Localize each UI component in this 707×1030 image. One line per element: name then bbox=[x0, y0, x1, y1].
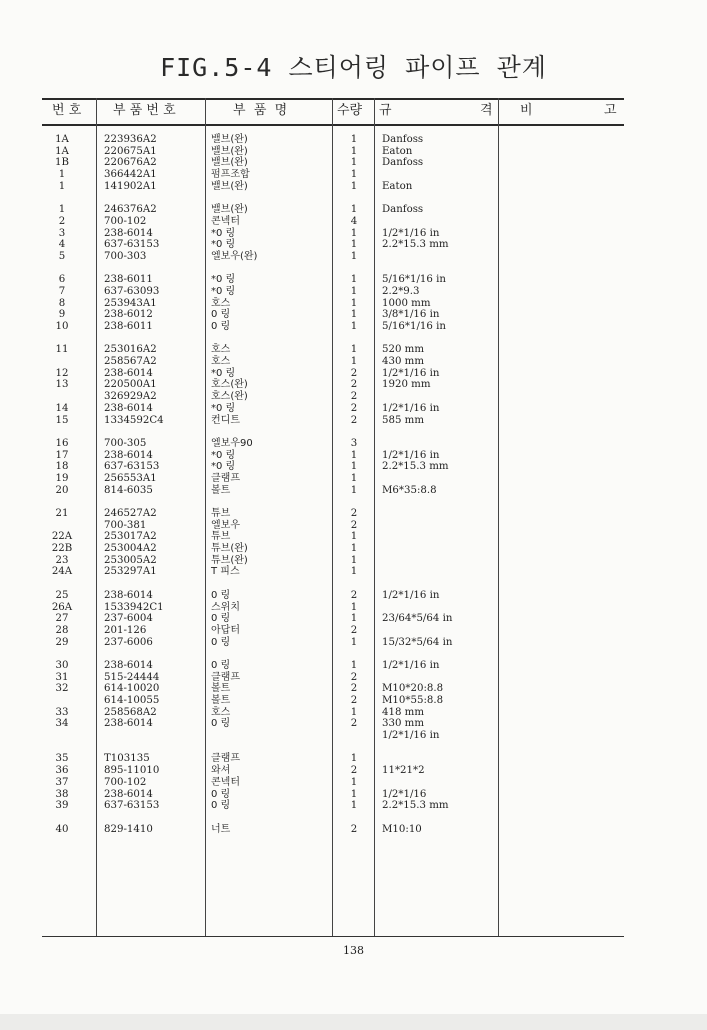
table-row bbox=[0, 707, 707, 719]
table-row bbox=[0, 239, 707, 251]
item-number: 14 bbox=[55, 402, 69, 414]
part-number: 895-11010 bbox=[104, 765, 160, 777]
part-name: 콘넥터 bbox=[211, 215, 240, 227]
part-name: 0 링 bbox=[211, 788, 231, 800]
part-name: 컨디트 bbox=[211, 414, 240, 426]
quantity: 2 bbox=[350, 519, 358, 531]
table-row bbox=[0, 789, 707, 801]
table-row bbox=[0, 169, 707, 181]
item-number: 24A bbox=[51, 566, 73, 578]
item-number: 19 bbox=[55, 472, 69, 484]
part-number: 238-6014 bbox=[104, 589, 153, 601]
quantity: 1 bbox=[350, 309, 358, 321]
part-number: 220676A2 bbox=[104, 157, 157, 169]
specification: 5/16*1/16 in bbox=[382, 321, 446, 332]
part-name: 스위치 bbox=[211, 601, 240, 613]
quantity: 1 bbox=[350, 449, 358, 461]
part-number: 253016A2 bbox=[104, 344, 157, 356]
specification: 2.2*15.3 mm bbox=[382, 239, 449, 251]
item-number: 35 bbox=[55, 753, 69, 765]
part-number: 253297A1 bbox=[104, 566, 157, 578]
quantity: 1 bbox=[350, 776, 358, 788]
item-number: 3 bbox=[58, 227, 66, 239]
header-part-no: 부 품 번 호 bbox=[113, 103, 176, 118]
table-row bbox=[0, 298, 707, 310]
quantity: 1 bbox=[350, 344, 358, 356]
quantity: 1 bbox=[350, 531, 358, 543]
quantity: 2 bbox=[350, 718, 358, 730]
part-number: 238-6011 bbox=[104, 321, 153, 332]
table-row bbox=[0, 765, 707, 777]
header-bottom-rule bbox=[42, 124, 624, 126]
part-name: 밸브(완) bbox=[211, 157, 248, 169]
table-row bbox=[0, 555, 707, 567]
quantity: 1 bbox=[350, 285, 358, 297]
item-number: 40 bbox=[55, 823, 69, 835]
item-number: 26A bbox=[51, 601, 73, 613]
header-part-name: 부 품 명 bbox=[233, 103, 288, 118]
table-row bbox=[0, 146, 707, 158]
quantity: 2 bbox=[350, 402, 358, 414]
table-row bbox=[0, 695, 707, 707]
specification: Eaton bbox=[382, 180, 413, 192]
part-name: 엘보우 bbox=[211, 519, 240, 531]
item-number: 36 bbox=[55, 765, 69, 777]
item-number: 39 bbox=[55, 800, 69, 812]
quantity: 1 bbox=[350, 157, 358, 169]
table-row bbox=[0, 800, 707, 812]
part-number: 366442A1 bbox=[104, 169, 157, 181]
table-row bbox=[0, 625, 707, 637]
table-row bbox=[0, 321, 707, 333]
table-row bbox=[0, 368, 707, 380]
part-name: 호스(완) bbox=[211, 379, 248, 391]
page-title: FIG.5-4 스티어링 파이프 관계 bbox=[160, 53, 547, 82]
item-number: 29 bbox=[55, 636, 69, 648]
item-number: 15 bbox=[55, 414, 69, 426]
part-name: 볼트 bbox=[211, 695, 231, 706]
table-row bbox=[0, 204, 707, 216]
item-number: 22A bbox=[51, 531, 73, 543]
item-number: 6 bbox=[58, 274, 66, 286]
table-row bbox=[0, 181, 707, 193]
part-number: 614-10020 bbox=[104, 683, 160, 695]
part-name: 클램프 bbox=[211, 472, 240, 484]
quantity: 2 bbox=[350, 379, 358, 391]
item-number: 4 bbox=[58, 239, 66, 251]
quantity: 1 bbox=[350, 204, 358, 216]
table-row bbox=[0, 157, 707, 169]
header-qty: 수량 bbox=[337, 103, 363, 118]
part-number: 238-6014 bbox=[104, 659, 153, 671]
part-name: 클램프 bbox=[211, 753, 240, 765]
part-name: 0 링 bbox=[211, 718, 231, 730]
table-row bbox=[0, 566, 707, 578]
part-name: 볼트 bbox=[211, 683, 231, 695]
table-row bbox=[0, 683, 707, 695]
specification: 2.2*9.3 bbox=[382, 285, 420, 297]
table-row bbox=[0, 309, 707, 321]
part-number: 238-6012 bbox=[104, 309, 153, 321]
table-bottom-rule bbox=[42, 936, 624, 937]
quantity: 2 bbox=[350, 391, 358, 403]
part-number: 258567A2 bbox=[104, 356, 157, 368]
item-number: 27 bbox=[55, 613, 69, 625]
quantity: 1 bbox=[350, 461, 358, 473]
quantity: 1 bbox=[350, 239, 358, 251]
quantity: 1 bbox=[350, 169, 358, 181]
table-row bbox=[0, 461, 707, 473]
specification: M10*20:8.8 bbox=[382, 683, 444, 695]
specification: Danfoss bbox=[382, 157, 424, 169]
part-name: 호스 bbox=[211, 706, 231, 718]
table-row bbox=[0, 344, 707, 356]
part-name: 밸브(완) bbox=[211, 134, 248, 145]
part-number: 238-6014 bbox=[104, 718, 153, 730]
quantity: 1 bbox=[350, 706, 358, 718]
table-row bbox=[0, 531, 707, 543]
part-name: 0 링 bbox=[211, 636, 231, 648]
specification: 585 mm bbox=[382, 414, 425, 426]
quantity: 1 bbox=[350, 321, 358, 332]
quantity: 3 bbox=[350, 437, 358, 449]
part-number: 637-63153 bbox=[104, 800, 160, 812]
header-spec-left: 규 bbox=[379, 103, 392, 118]
table-row bbox=[0, 637, 707, 649]
part-name: 호스 bbox=[211, 356, 231, 368]
part-number: 220675A1 bbox=[104, 145, 157, 157]
table-row bbox=[0, 450, 707, 462]
table-row bbox=[0, 251, 707, 263]
specification: 2.2*15.3 mm bbox=[382, 800, 449, 812]
part-name: 튜브(완) bbox=[211, 543, 248, 555]
table-row bbox=[0, 286, 707, 298]
quantity: 2 bbox=[350, 765, 358, 777]
part-name: 펌프조합 bbox=[211, 169, 250, 181]
table-row bbox=[0, 473, 707, 485]
item-number: 37 bbox=[55, 776, 69, 788]
part-name: 엘보우90 bbox=[211, 437, 253, 449]
table-row bbox=[0, 718, 707, 730]
table-row bbox=[0, 590, 707, 602]
part-number: 253943A1 bbox=[104, 297, 157, 309]
specification: Danfoss bbox=[382, 204, 424, 216]
table-row bbox=[0, 543, 707, 555]
specification: M6*35:8.8 bbox=[382, 484, 437, 496]
part-number: 515-24444 bbox=[104, 671, 160, 683]
item-number: 12 bbox=[55, 367, 69, 379]
part-number: 829-1410 bbox=[104, 823, 153, 835]
quantity: 2 bbox=[350, 508, 358, 519]
part-name: 0 링 bbox=[211, 309, 231, 321]
page-number: 138 bbox=[343, 944, 364, 957]
specification: 3/8*1/16 in bbox=[382, 309, 440, 321]
quantity: 1 bbox=[350, 753, 358, 765]
quantity: 1 bbox=[350, 484, 358, 496]
part-name: 엘보우(완) bbox=[211, 250, 258, 262]
item-number: 23 bbox=[55, 554, 69, 566]
parts-table-body bbox=[0, 134, 707, 835]
item-number: 18 bbox=[55, 461, 69, 473]
part-number: 637-63153 bbox=[104, 461, 160, 473]
part-number: 256553A1 bbox=[104, 472, 157, 484]
part-number: 237-6006 bbox=[104, 636, 153, 648]
specification: 15/32*5/64 in bbox=[382, 636, 453, 648]
item-number: 31 bbox=[55, 671, 69, 683]
table-row bbox=[0, 613, 707, 625]
part-name: *0 링 bbox=[211, 239, 236, 251]
quantity: 1 bbox=[350, 554, 358, 566]
item-number: 1 bbox=[58, 169, 66, 181]
part-name: 호스(완) bbox=[211, 391, 248, 403]
table-row bbox=[0, 602, 707, 614]
specification: 1000 mm bbox=[382, 297, 431, 309]
part-name: 0 링 bbox=[211, 659, 231, 671]
part-number: 246527A2 bbox=[104, 508, 157, 519]
item-number: 1B bbox=[55, 157, 69, 169]
quantity: 1 bbox=[350, 636, 358, 648]
item-number: 25 bbox=[55, 589, 69, 601]
header-top-rule bbox=[42, 98, 624, 100]
part-name: 볼트 bbox=[211, 484, 231, 496]
part-number: 141902A1 bbox=[104, 180, 157, 192]
table-row bbox=[0, 228, 707, 240]
part-number: 238-6014 bbox=[104, 402, 153, 414]
part-name: 밸브(완) bbox=[211, 180, 248, 192]
part-number: 1533942C1 bbox=[104, 601, 164, 613]
item-number: 10 bbox=[55, 321, 69, 332]
quantity: 1 bbox=[350, 566, 358, 578]
part-name: *0 링 bbox=[211, 285, 236, 297]
item-number: 30 bbox=[55, 659, 69, 671]
part-number: 614-10055 bbox=[104, 695, 160, 706]
part-name: 와셔 bbox=[211, 765, 231, 777]
table-row bbox=[0, 134, 707, 146]
specification: 5/16*1/16 in bbox=[382, 274, 446, 286]
part-number: 238-6014 bbox=[104, 788, 153, 800]
item-number: 32 bbox=[55, 683, 69, 695]
specification: 2.2*15.3 mm bbox=[382, 461, 449, 473]
quantity: 1 bbox=[350, 601, 358, 613]
quantity: 1 bbox=[350, 472, 358, 484]
quantity: 1 bbox=[350, 800, 358, 812]
table-row bbox=[0, 403, 707, 415]
item-number: 38 bbox=[55, 788, 69, 800]
header-remarks-left: 비 bbox=[520, 103, 533, 118]
item-number: 16 bbox=[55, 437, 69, 449]
part-name: 콘넥터 bbox=[211, 776, 240, 788]
specification: 23/64*5/64 in bbox=[382, 613, 453, 625]
item-number: 21 bbox=[55, 508, 69, 519]
part-number: 814-6035 bbox=[104, 484, 153, 496]
item-number: 34 bbox=[55, 718, 69, 730]
specification: 1/2*1/16 bbox=[382, 788, 427, 800]
quantity: 2 bbox=[350, 695, 358, 706]
quantity: 1 bbox=[350, 274, 358, 286]
table-row bbox=[0, 508, 707, 520]
quantity: 2 bbox=[350, 683, 358, 695]
part-name: *0 링 bbox=[211, 227, 236, 239]
part-number: 238-6014 bbox=[104, 367, 153, 379]
specification: 430 mm bbox=[382, 356, 425, 368]
part-number: 258568A2 bbox=[104, 706, 157, 718]
part-number: 700-303 bbox=[104, 250, 147, 262]
quantity: 2 bbox=[350, 624, 358, 636]
quantity: 1 bbox=[350, 250, 358, 262]
part-name: 0 링 bbox=[211, 800, 231, 812]
quantity: 1 bbox=[350, 145, 358, 157]
part-name: 밸브(완) bbox=[211, 145, 248, 157]
specification: 1920 mm bbox=[382, 379, 431, 391]
item-number: 9 bbox=[58, 309, 66, 321]
header-spec-right: 격 bbox=[480, 103, 493, 118]
quantity: 2 bbox=[350, 367, 358, 379]
quantity: 1 bbox=[350, 180, 358, 192]
part-name: 튜브(완) bbox=[211, 554, 248, 566]
table-row bbox=[0, 660, 707, 672]
specification: 520 mm bbox=[382, 344, 425, 356]
part-number: 253017A2 bbox=[104, 531, 157, 543]
part-number: 201-126 bbox=[104, 624, 147, 636]
specification: 1/2*1/16 in bbox=[382, 589, 440, 601]
part-name: 0 링 bbox=[211, 321, 231, 332]
specification: Eaton bbox=[382, 145, 413, 157]
scan-edge bbox=[0, 1014, 707, 1030]
quantity: 1 bbox=[350, 788, 358, 800]
table-row bbox=[0, 356, 707, 368]
table-row bbox=[0, 216, 707, 228]
part-number: 700-102 bbox=[104, 776, 147, 788]
specification: Danfoss bbox=[382, 134, 424, 145]
specification: 330 mm bbox=[382, 718, 425, 730]
table-row bbox=[0, 777, 707, 789]
table-row bbox=[0, 391, 707, 403]
table-row bbox=[0, 753, 707, 765]
specification: 1/2*1/16 in bbox=[382, 367, 440, 379]
part-number: 253004A2 bbox=[104, 543, 157, 555]
header-no: 번 호 bbox=[52, 103, 82, 118]
part-number: 253005A2 bbox=[104, 554, 157, 566]
specification: M10*55:8.8 bbox=[382, 695, 444, 706]
part-name: 클램프 bbox=[211, 671, 240, 683]
part-number: 637-63153 bbox=[104, 239, 160, 251]
item-number: 1A bbox=[55, 145, 69, 157]
quantity: 1 bbox=[350, 659, 358, 671]
specification: 1/2*1/16 in bbox=[382, 449, 440, 461]
item-number: 20 bbox=[55, 484, 69, 496]
quantity: 4 bbox=[350, 215, 358, 227]
table-row bbox=[0, 672, 707, 684]
item-number: 7 bbox=[58, 285, 66, 297]
part-name: 호스 bbox=[211, 297, 231, 309]
part-name: 0 링 bbox=[211, 613, 231, 625]
part-name: *0 링 bbox=[211, 367, 236, 379]
table-row bbox=[0, 520, 707, 532]
part-name: *0 링 bbox=[211, 461, 236, 473]
part-number: 237-6004 bbox=[104, 613, 153, 625]
part-name: 0 링 bbox=[211, 589, 231, 601]
item-number: 8 bbox=[58, 297, 66, 309]
part-name: 튜브 bbox=[211, 531, 231, 543]
table-row bbox=[0, 379, 707, 391]
part-number: 637-63093 bbox=[104, 285, 160, 297]
item-number: 17 bbox=[55, 449, 69, 461]
item-number: 13 bbox=[55, 379, 69, 391]
part-name: 튜브 bbox=[211, 508, 231, 519]
part-name: *0 링 bbox=[211, 274, 236, 286]
part-number: 700-305 bbox=[104, 437, 147, 449]
table-row bbox=[0, 730, 707, 742]
part-name: *0 링 bbox=[211, 449, 236, 461]
table-row bbox=[0, 415, 707, 427]
quantity: 1 bbox=[350, 613, 358, 625]
table-row bbox=[0, 438, 707, 450]
part-number: 238-6011 bbox=[104, 274, 153, 286]
part-number: 326929A2 bbox=[104, 391, 157, 403]
item-number: 11 bbox=[55, 344, 69, 356]
item-number: 28 bbox=[55, 624, 69, 636]
part-number: 246376A2 bbox=[104, 204, 157, 216]
header-remarks-right: 고 bbox=[604, 103, 617, 118]
item-number: 33 bbox=[55, 706, 69, 718]
part-number: 238-6014 bbox=[104, 449, 153, 461]
part-number: 223936A2 bbox=[104, 134, 157, 145]
quantity: 1 bbox=[350, 134, 358, 145]
quantity: 1 bbox=[350, 543, 358, 555]
specification: 1/2*1/16 in bbox=[382, 659, 440, 671]
specification: 418 mm bbox=[382, 706, 425, 718]
part-number: 1334592C4 bbox=[104, 414, 164, 426]
part-name: *0 링 bbox=[211, 402, 236, 414]
item-number: 1 bbox=[58, 180, 66, 192]
item-number: 2 bbox=[58, 215, 66, 227]
part-name: 밸브(완) bbox=[211, 204, 248, 216]
specification: 1/2*1/16 in bbox=[382, 730, 440, 742]
item-number: 1 bbox=[58, 204, 66, 216]
specification: 11*21*2 bbox=[382, 765, 425, 777]
part-number: 238-6014 bbox=[104, 227, 153, 239]
quantity: 2 bbox=[350, 589, 358, 601]
quantity: 2 bbox=[350, 671, 358, 683]
item-number: 5 bbox=[58, 250, 66, 262]
item-number: 22B bbox=[51, 543, 73, 555]
quantity: 1 bbox=[350, 227, 358, 239]
table-row bbox=[0, 824, 707, 836]
table-row bbox=[0, 274, 707, 286]
specification: 1/2*1/16 in bbox=[382, 227, 440, 239]
part-number: 220500A1 bbox=[104, 379, 157, 391]
part-number: 700-102 bbox=[104, 215, 147, 227]
part-name: 아답터 bbox=[211, 624, 240, 636]
specification: M10:10 bbox=[382, 823, 422, 835]
part-number: T103135 bbox=[104, 753, 150, 765]
quantity: 1 bbox=[350, 356, 358, 368]
quantity: 1 bbox=[350, 297, 358, 309]
part-name: 너트 bbox=[211, 823, 231, 835]
quantity: 2 bbox=[350, 414, 358, 426]
part-number: 700-381 bbox=[104, 519, 147, 531]
part-name: 호스 bbox=[211, 344, 231, 356]
table-row bbox=[0, 485, 707, 497]
quantity: 2 bbox=[350, 823, 358, 835]
item-number: 1A bbox=[55, 134, 69, 145]
specification: 1/2*1/16 in bbox=[382, 402, 440, 414]
part-name: T 피스 bbox=[211, 566, 240, 578]
